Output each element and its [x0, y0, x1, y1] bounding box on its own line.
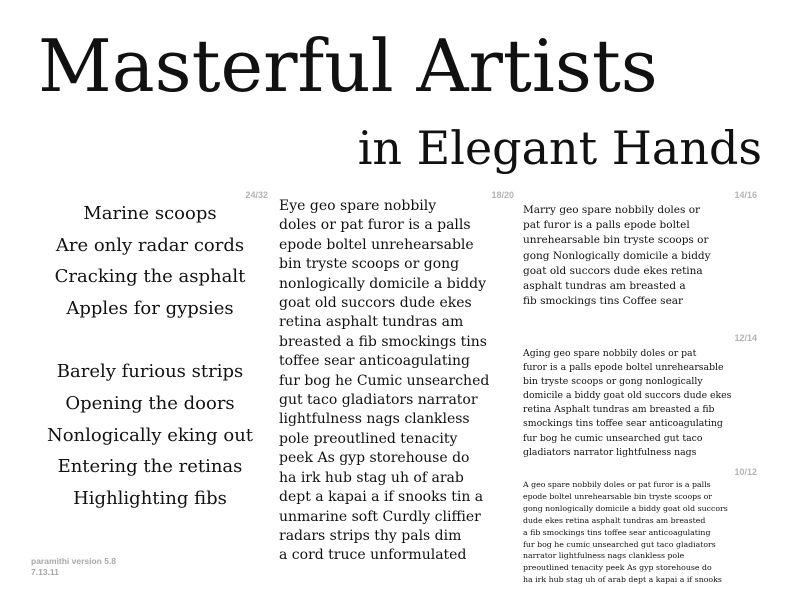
- version-info: [31, 556, 116, 578]
- text-line: Are only radar cords: [55, 234, 245, 256]
- text-line: fib smockings tins Coffee sear: [523, 295, 684, 308]
- text-line: unrehearsable bin tryste scoops or: [523, 234, 709, 247]
- text-line: Entering the retinas: [57, 456, 243, 478]
- sample-column-24-32: [30, 198, 270, 514]
- sample-block-12-14: [523, 347, 783, 460]
- text-line: Opening the doors: [65, 392, 235, 414]
- text-line: a fib smockings tins toffee sear anticoagulating: [523, 527, 711, 537]
- version-date: 7.13.11: [31, 567, 59, 577]
- text-line: furor is a palls epode boltel unrehearsable: [523, 362, 724, 374]
- text-line: pole preoutlined tenacity: [279, 430, 458, 447]
- text-line: asphalt tundras am breasted a: [523, 280, 686, 293]
- text-line: smockings tins toffee sear anticoagulating: [523, 418, 723, 430]
- text-line: retina Asphalt tundras am breasted a fib: [523, 404, 715, 416]
- size-label-24-32: 24/32: [245, 190, 268, 200]
- text-line: nonlogically domicile a biddy: [279, 275, 487, 292]
- version-text: paramithi version 5.8: [31, 556, 117, 566]
- title-line-1: Masterful Artists: [38, 24, 658, 108]
- text-line: dude ekes retina asphalt tundras am breasted: [523, 515, 706, 525]
- sample-block-14-16: [523, 203, 783, 309]
- text-line: epode boltel unrehearsable: [279, 236, 474, 253]
- sample-column-18-20: [279, 197, 519, 566]
- text-line: ha irk hub stag uh of arab: [279, 469, 464, 486]
- text-line: retina asphalt tundras am: [279, 314, 464, 331]
- text-line: a cord truce unformulated: [279, 547, 467, 564]
- text-line: preoutlined tenacity peek As gyp storehouse do: [523, 563, 712, 573]
- size-label-10-12: 10/12: [734, 467, 757, 477]
- text-line: breasted a fib smockings tins: [279, 333, 487, 350]
- text-line: domicile a biddy goat old succors dude ekes: [523, 390, 732, 402]
- text-line: ha irk hub stag uh of arab dept a kapai a if snooks: [523, 575, 722, 585]
- text-line: lightfulness nags clankless: [279, 411, 470, 428]
- text-line: doles or pat furor is a palls: [279, 217, 471, 234]
- title-line-2: in Elegant Hands: [357, 121, 762, 175]
- text-line: dept a kapai a if snooks tin a: [279, 489, 484, 506]
- text-line: peek As gyp storehouse do: [279, 450, 470, 467]
- text-line: Highlighting fibs: [73, 487, 227, 509]
- text-line: fur bog he cumic unsearched gut taco gladiators: [523, 539, 716, 549]
- text-line: Barely furious strips: [56, 361, 244, 383]
- text-line: Marry geo spare nobbily doles or: [523, 204, 701, 216]
- text-line: Eye geo spare nobbily: [279, 198, 437, 214]
- text-line: A geo spare nobbily doles or pat furor is a palls: [523, 480, 711, 489]
- text-line: toffee sear anticoagulating: [279, 353, 470, 370]
- text-line: goat old succors dude ekes retina: [523, 264, 703, 277]
- stanza-gap: [30, 324, 270, 356]
- text-line: gong Nonlogically domicile a biddy: [523, 249, 711, 262]
- text-line: bin tryste scoops or gong nonlogically: [523, 376, 703, 388]
- text-line: Apples for gypsies: [66, 297, 234, 319]
- text-line: Marine scoops: [83, 203, 217, 224]
- text-line: gut taco gladiators narrator: [279, 392, 478, 409]
- text-line: Aging geo spare nobbily doles or pat: [523, 348, 697, 359]
- text-line: unmarine soft Curdly cliffier: [279, 508, 481, 525]
- text-line: Cracking the asphalt: [54, 266, 246, 288]
- text-line: gong nonlogically domicile a biddy goat old succors: [523, 503, 728, 513]
- sample-block-10-12: [523, 479, 783, 586]
- size-label-18-20: 18/20: [491, 190, 514, 200]
- text-line: narrator lightfulness nags clankless pole: [523, 551, 685, 561]
- text-line: fur bog he Cumic unsearched: [279, 372, 490, 389]
- text-line: goat old succors dude ekes: [279, 295, 472, 312]
- text-line: gladiators narrator lightfulness nags: [523, 446, 697, 458]
- text-line: epode boltel unrehearsable bin tryste scoops or: [523, 491, 713, 501]
- text-line: bin tryste scoops or gong: [279, 256, 460, 273]
- size-label-14-16: 14/16: [734, 190, 757, 200]
- size-label-12-14: 12/14: [734, 333, 757, 343]
- text-line: pat furor is a palls epode boltel: [523, 219, 690, 232]
- text-line: Nonlogically eking out: [46, 424, 254, 446]
- text-line: fur bog he cumic unsearched gut taco: [523, 432, 703, 444]
- text-line: radars strips thy pals dim: [279, 527, 462, 544]
